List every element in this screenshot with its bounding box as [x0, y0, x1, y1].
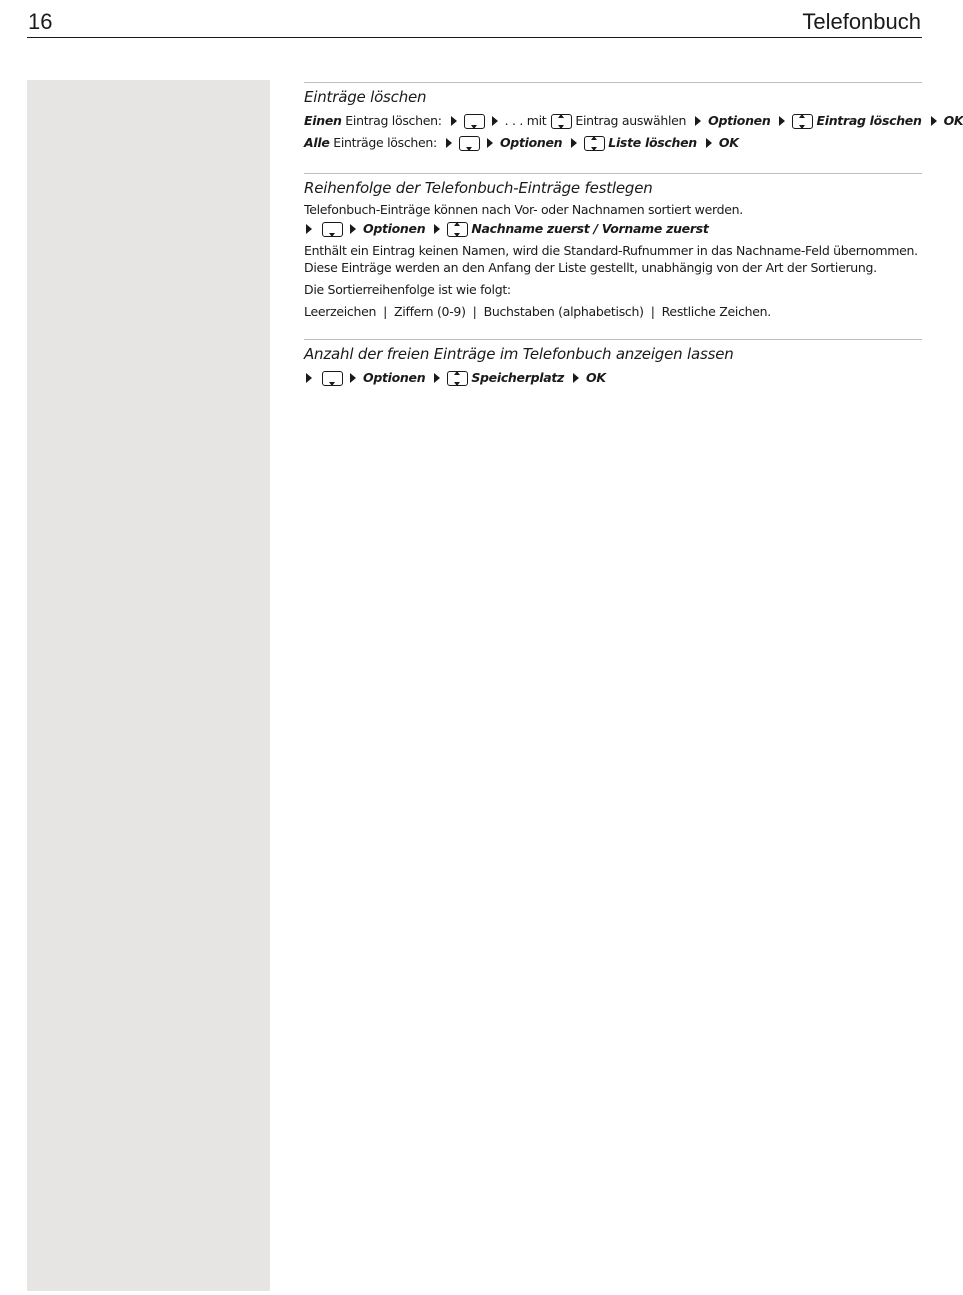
page-number: 16: [28, 9, 53, 34]
arrow-icon: [350, 373, 356, 383]
menu-option-ok: OK: [718, 135, 739, 150]
menu-option-ok: OK: [586, 370, 606, 385]
header-rule: [27, 37, 922, 38]
up-down-key-icon: [792, 114, 813, 129]
intro-text: Telefonbuch-Einträge können nach Vor- oder Nachnamen sortiert werden.: [304, 202, 743, 217]
instruction-text: Eintrag löschen:: [345, 113, 442, 128]
keyword-alle: Alle: [304, 135, 330, 150]
instruction-line-delete-all: [304, 132, 922, 154]
arrow-icon: [451, 116, 457, 126]
display-key-icon: [464, 114, 485, 129]
up-down-key-icon: [447, 222, 468, 237]
sort-order-item: Buchstaben (alphabetisch): [483, 304, 644, 319]
menu-option-speicherplatz: Speicherplatz: [471, 370, 564, 385]
arrow-icon: [706, 138, 712, 148]
separator: |: [650, 304, 655, 319]
menu-option-optionen: Optionen: [363, 221, 426, 236]
ellipsis-text: . . . mit: [504, 113, 547, 128]
section-title: Anzahl der freien Einträge im Telefonbuch anzeigen lassen: [304, 345, 734, 363]
display-key-icon: [322, 222, 343, 237]
arrow-icon: [434, 224, 440, 234]
margin-column: [27, 80, 270, 1291]
instruction-line-sort: [304, 218, 922, 240]
select-entry-text: Eintrag auswählen: [575, 113, 687, 128]
arrow-icon: [571, 138, 577, 148]
arrow-icon: [492, 116, 498, 126]
arrow-icon: [779, 116, 785, 126]
sort-order-item: Leerzeichen: [304, 304, 377, 319]
instruction-line-delete-one: [304, 110, 963, 132]
sort-order-item: Ziffern (0-9): [394, 304, 466, 319]
arrow-icon: [695, 116, 701, 126]
instruction-line-memory: [304, 367, 922, 389]
arrow-icon: [446, 138, 452, 148]
menu-option-sort-choice: Nachname zuerst / Vorname zuerst: [471, 221, 709, 236]
section-free-entries: [304, 339, 922, 389]
sort-order-item: Restliche Zeichen.: [661, 304, 771, 319]
note-text: Enthält ein Eintrag keinen Namen, wird die Standard-Rufnummer in das Nachname-Feld übernommen. Diese Einträge werden an den Anfang der Liste gestellt, unabhängig von der Art der Sortierung.: [304, 243, 918, 275]
menu-option-optionen: Optionen: [708, 113, 771, 128]
instruction-text: Einträge löschen:: [333, 135, 437, 150]
menu-option-liste-loeschen: Liste löschen: [608, 135, 697, 150]
section-delete-entries: [304, 82, 963, 154]
up-down-key-icon: [584, 136, 605, 151]
arrow-icon: [306, 373, 312, 383]
section-title: Einträge löschen: [304, 88, 427, 106]
section-sort-order: [304, 173, 922, 320]
display-key-icon: [322, 371, 343, 386]
up-down-key-icon: [447, 371, 468, 386]
up-down-key-icon: [551, 114, 572, 129]
menu-option-ok: OK: [943, 113, 963, 128]
menu-option-eintrag-loeschen: Eintrag löschen: [816, 113, 922, 128]
arrow-icon: [434, 373, 440, 383]
arrow-icon: [350, 224, 356, 234]
arrow-icon: [931, 116, 937, 126]
chapter-title: Telefonbuch: [802, 9, 921, 34]
menu-option-optionen: Optionen: [363, 370, 426, 385]
separator: |: [472, 304, 477, 319]
separator: |: [383, 304, 388, 319]
arrow-icon: [573, 373, 579, 383]
display-key-icon: [459, 136, 480, 151]
content: [304, 82, 963, 389]
menu-option-optionen: Optionen: [499, 135, 563, 150]
order-intro-text: Die Sortierreihenfolge ist wie folgt:: [304, 282, 511, 297]
section-title: Reihenfolge der Telefonbuch-Einträge festlegen: [304, 179, 653, 197]
keyword-einen: Einen: [304, 113, 342, 128]
arrow-icon: [306, 224, 312, 234]
arrow-icon: [487, 138, 493, 148]
sort-order-list: [304, 303, 922, 320]
